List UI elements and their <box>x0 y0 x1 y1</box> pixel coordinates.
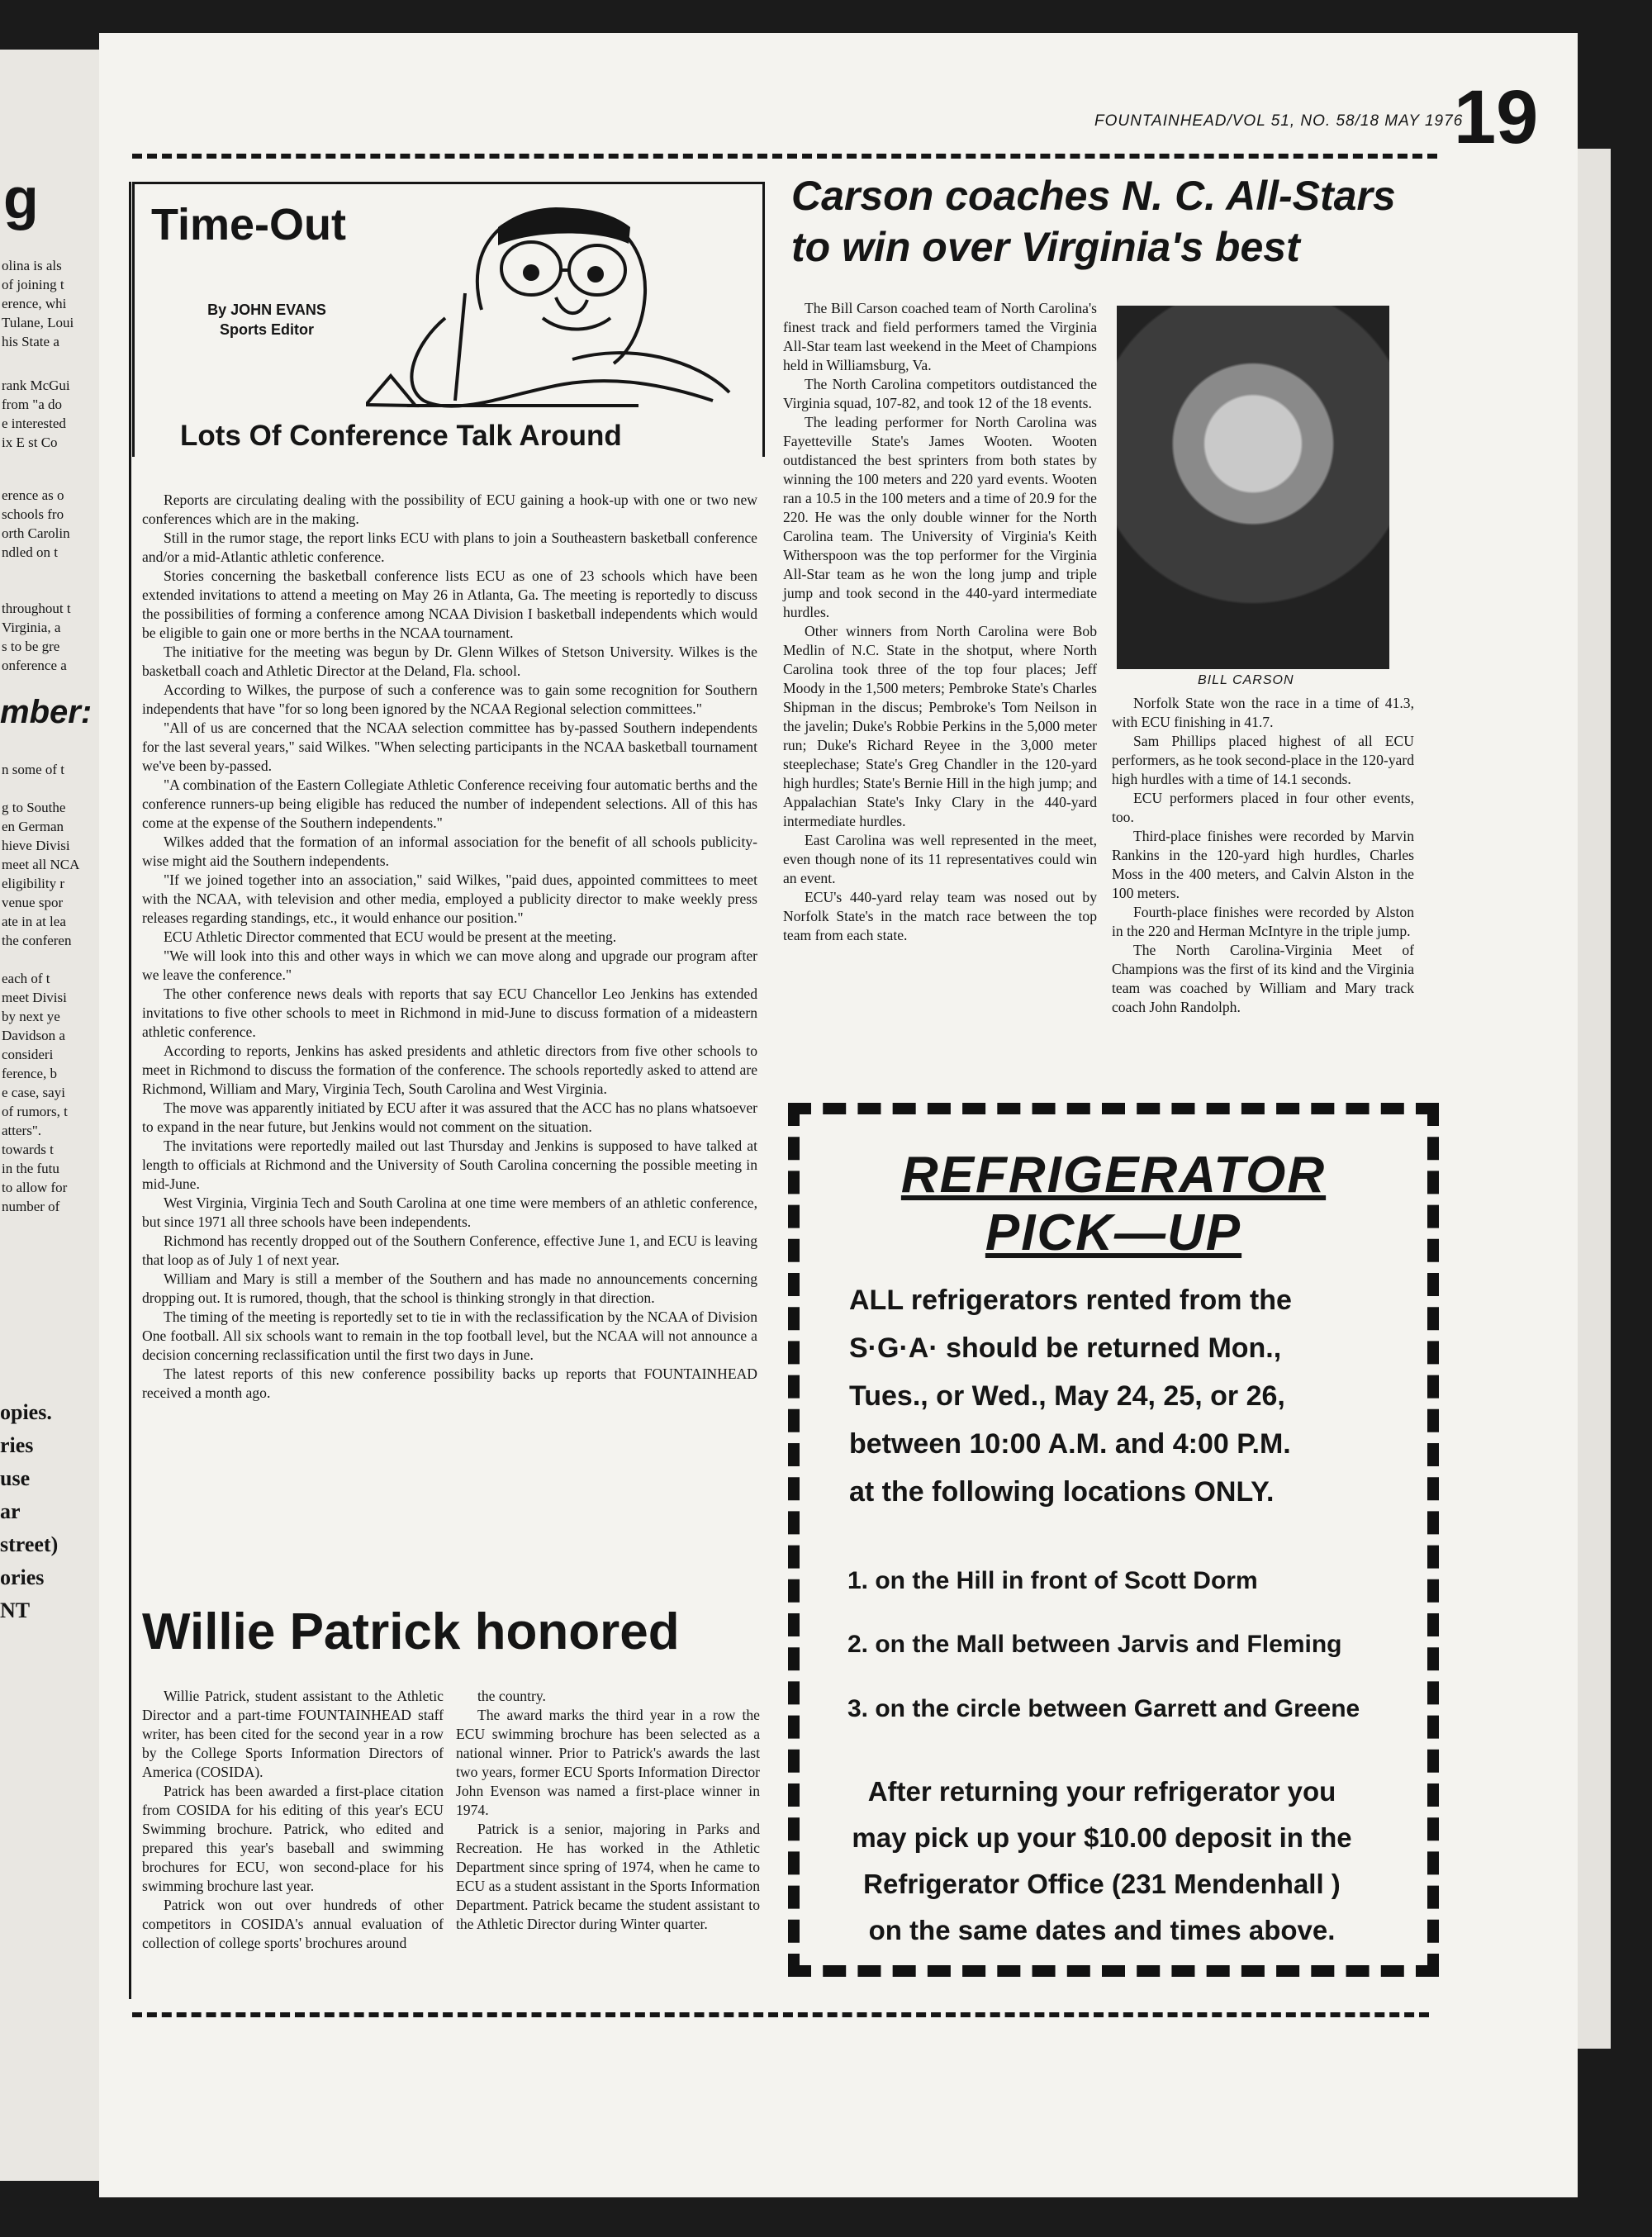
text-line: venue spor <box>2 895 64 910</box>
text-line: throughout t <box>2 601 71 616</box>
text-line: NT <box>0 1598 31 1622</box>
paragraph: ECU performers placed in four other events, too. <box>1112 790 1414 825</box>
text-line: S·G·A· should be returned Mon., <box>849 1332 1282 1364</box>
text-line: ories <box>0 1565 45 1589</box>
text-line: street) <box>0 1532 59 1556</box>
text-line: his State a <box>2 334 59 349</box>
paragraph: Patrick won out over hundreds of other competitors in COSIDA's annual evaluation of collection of college sports' brochures around <box>142 1897 444 1951</box>
photo-caption: BILL CARSON <box>1198 673 1294 687</box>
carson-col2-paragraphs <box>1112 694 1414 1017</box>
bottom-rule <box>132 2012 1429 2017</box>
ad-title-line-2: PICK—UP <box>985 1204 1242 1261</box>
text-line: ference, b <box>2 1066 58 1081</box>
fragment-ad-lines <box>0 1396 58 1627</box>
text-line: ar <box>0 1499 21 1523</box>
editor-caricature-illustration <box>366 194 754 434</box>
text-line: from "a do <box>2 397 63 412</box>
text-line: erence as o <box>2 487 64 503</box>
carson-col-1 <box>783 299 1097 945</box>
carson-headline <box>791 170 1396 273</box>
paragraph: the country. <box>477 1688 546 1704</box>
text-line: ix E st Co <box>2 435 58 450</box>
byline <box>176 300 358 340</box>
paragraph: William and Mary is still a member of the Southern and has made no announcements concerning dropping out. It is rumored, though, that the school is thinking strongly in that direction. <box>142 1270 757 1306</box>
paragraph: The latest reports of this new conference possibility backs up reports that FOUNTAINHEAD received a month ago. <box>142 1365 757 1401</box>
paragraph: Norfolk State won the race in a time of 41.3, with ECU finishing in 41.7. <box>1112 695 1414 730</box>
text-line: rank McGui <box>2 378 70 393</box>
paragraph: ECU's 440-yard relay team was nosed out by Norfolk State's in the match race between the top team from each state. <box>783 889 1097 943</box>
text-line: s to be gre <box>2 639 60 654</box>
text-line: meet Divisi <box>2 990 67 1005</box>
text-line: to allow for <box>2 1180 68 1195</box>
text-line: may pick up your $10.00 deposit in the <box>852 1822 1352 1853</box>
text-line: After returning your refrigerator you <box>867 1776 1336 1807</box>
text-line: at the following locations ONLY. <box>849 1476 1275 1508</box>
carson-col1-paragraphs <box>783 299 1097 945</box>
text-line: on the same dates and times above. <box>868 1915 1336 1945</box>
paragraph: The award marks the third year in a row the ECU swimming brochure has been selected as a national winner. Prior to Patrick's awards the last two years, former ECU Sports Information Director John Evenson was named a first-place winner in 1974. <box>456 1707 760 1818</box>
text-line: ate in at lea <box>2 914 66 929</box>
column-left-rule <box>129 182 131 1999</box>
text-line: number of <box>2 1199 60 1214</box>
patrick-headline: Willie Patrick honored <box>142 1603 680 1660</box>
text-line: use <box>0 1466 31 1490</box>
paragraph: "If we joined together into an association," said Wilkes, "paid dues, appointed committees to meet with the NCAA, with television and other media, employed a publicity director to make weekly press releases regarding standings, etc., it would enhance our position." <box>142 872 757 926</box>
patrick-col1-paragraphs <box>142 1687 444 1953</box>
text-line: g to Southe <box>2 800 66 815</box>
paragraph: According to reports, Jenkins has asked presidents and athletic directors from five other schools to meet in Richmond to discuss the formation of the conference. The schools reportedly asked to attend are Richmond, William and Mary, Virginia Tech, South Carolina and West Virginia. <box>142 1043 757 1097</box>
paragraph: Willie Patrick, student assistant to the Athletic Director and a part-time FOUNTAINHEAD staff writer, has been cited for the second year in a row by the College Sports Information Directors of America (COSIDA). <box>142 1688 444 1780</box>
column-title: Time-Out <box>151 200 347 249</box>
paragraph: The initiative for the meeting was begun by Dr. Glenn Wilkes of Stetson University. Wilkes is the basketball coach and Athletic Director at the Deland, Fla. school. <box>142 644 757 679</box>
previous-page-fragment <box>0 165 124 2230</box>
text-line: Tues., or Wed., May 24, 25, or 26, <box>849 1380 1285 1412</box>
ad-location-1: 1. on the Hill in front of Scott Dorm <box>847 1567 1258 1594</box>
text-line <box>2 779 79 798</box>
paragraph: "All of us are concerned that the NCAA selection committee has by-passed Southern independents for the last several years," said Wilkes. "When selecting participants in the NCAA basketball tournament we've been by-passed. <box>142 720 757 774</box>
patrick-col2-paragraphs <box>456 1687 760 1934</box>
fragment-lines-mid1 <box>2 376 70 452</box>
text-line: n some of t <box>2 762 65 777</box>
paragraph: The timing of the meeting is reportedly set to tie in with the reclassification by the NCAA of Division One football. All six schools want to remain in the top football level, but the NCAA will not announce a decision concerning reclassification until the first two days in June. <box>142 1308 757 1363</box>
paragraph: West Virginia, Virginia Tech and South Carolina at one time were members of an athletic conference, but since 1971 all three schools have been independents. <box>142 1194 757 1230</box>
ad-location-3: 3. on the circle between Garrett and Greene <box>847 1695 1360 1722</box>
text-line: opies. <box>0 1400 52 1424</box>
text-line <box>2 950 79 969</box>
fragment-lines-top <box>2 256 74 351</box>
carson-headline-line-2: to win over Virginia's best <box>791 224 1300 270</box>
text-line: towards t <box>2 1142 54 1157</box>
text-line: of joining t <box>2 277 64 292</box>
column-headline: Lots Of Conference Talk Around <box>180 420 622 452</box>
paragraph: Other winners from North Carolina were Bob Medlin of N.C. State in the shotput, where North Carolina took three of the top four places; Jeff Moody in the 1,500 meters; Pembroke State's Charles Shipman in the discus; Pembroke's Tom Neilson in the javelin; Duke's Robbie Perkins in the 5,000 meter run; Duke's Richard Reyee in the 3,000 meter steeplechase; State's Greg Chandler in the 120-yard high hurdles; State's Bernie Hill in the high jump; and Appalachian State's Inky Clary in the 440-yard intermediate hurdles. <box>783 623 1097 829</box>
text-line: by next ye <box>2 1009 60 1024</box>
paragraph: Fourth-place finishes were recorded by Alston in the 220 and Herman McIntyre in the triple jump. <box>1112 904 1414 939</box>
text-line: en German <box>2 819 64 834</box>
column-paragraphs <box>142 491 757 1403</box>
timeout-header-box <box>132 182 765 457</box>
paragraph: The move was apparently initiated by ECU after it was assured that the ACC has no plans whatsoever to expand in the near future, but Jenkins would not comment on the situation. <box>142 1100 757 1135</box>
paragraph: Sam Phillips placed highest of all ECU performers, as he took second-place in the 120-yard high hurdles with a time of 14.1 seconds. <box>1112 733 1414 787</box>
text-line: Tulane, Loui <box>2 315 74 330</box>
text-line: between 10:00 A.M. and 4:00 P.M. <box>849 1428 1291 1460</box>
text-line: Virginia, a <box>2 620 61 635</box>
text-line: the conferen <box>2 933 72 948</box>
ad-footer <box>800 1769 1404 1954</box>
text-line: Davidson a <box>2 1028 65 1043</box>
carson-col-2 <box>1112 694 1414 1017</box>
fragment-lines-mid3 <box>2 599 71 675</box>
patrick-col-1 <box>142 1687 444 1953</box>
ad-title-line-1: REFRIGERATOR <box>900 1147 1327 1204</box>
top-rule <box>132 154 1437 159</box>
paragraph: "A combination of the Eastern Collegiate Athletic Conference receiving four automatic berths and the conference runners-up being eligible has reduced the number of independent selections. All of this has come at the expense of the Southern independents." <box>142 777 757 831</box>
ad-location-2: 2. on the Mall between Jarvis and Fleming <box>847 1631 1342 1658</box>
text-line: e case, sayi <box>2 1085 65 1100</box>
byline-name: By JOHN EVANS <box>207 302 326 318</box>
text-line: in the futu <box>2 1161 59 1176</box>
text-line: ndled on t <box>2 544 58 560</box>
paragraph: Stories concerning the basketball conference lists ECU as one of 23 schools which have been extended invitations to attend a meeting on May 26 in Atlanta, Ga. The meeting is reportedly to discuss the possibilities of forming a conference among NCAA Division I basketball independents which would be eligible to gain one or more berths in the NCAA tournament. <box>142 568 757 641</box>
ad-body <box>849 1276 1394 1516</box>
newspaper-page <box>0 33 1578 2197</box>
paragraph: East Carolina was well represented in the meet, even though none of its 11 representatives could win an event. <box>783 832 1097 886</box>
text-line: eligibility r <box>2 876 65 891</box>
text-line: Refrigerator Office (231 Mendenhall ) <box>863 1869 1341 1899</box>
text-line: meet all NCA <box>2 857 80 872</box>
paragraph: The North Carolina-Virginia Meet of Champions was the first of its kind and the Virginia team was coached by William and Mary track coach John Randolph. <box>1112 942 1414 1015</box>
text-line: onference a <box>2 658 67 673</box>
text-line: orth Carolin <box>2 525 70 541</box>
paragraph: According to Wilkes, the purpose of such a conference was to gain some recognition for Southern independents that have "for so long been ignored by the NCAA Regional selection committees." <box>142 682 757 717</box>
fragment-lines-mid2 <box>2 486 70 562</box>
text-line: of rumors, t <box>2 1104 68 1119</box>
refrigerator-pickup-ad <box>788 1103 1439 1977</box>
paragraph: "We will look into this and other ways in which we can move along and upgrade our program after we leave the conference." <box>142 948 757 983</box>
paragraph: ECU Athletic Director commented that ECU would be present at the meeting. <box>164 929 617 945</box>
paragraph: The Bill Carson coached team of North Carolina's finest track and field performers tamed the Virginia All-Star team last weekend in the Meet of Champions held in Williamsburg, Va. <box>783 300 1097 373</box>
paragraph: The North Carolina competitors outdistanced the Virginia squad, 107-82, and took 12 of the 18 events. <box>783 376 1097 411</box>
text-line: atters". <box>2 1123 42 1138</box>
folio-line: FOUNTAINHEAD/VOL 51, NO. 58/18 MAY 1976 <box>1094 112 1464 130</box>
paragraph: Reports are circulating dealing with the possibility of ECU gaining a hook-up with one or two new conferences which are in the making. <box>142 492 757 527</box>
text-line: consideri <box>2 1047 54 1062</box>
paragraph: Third-place finishes were recorded by Marvin Rankins in the 120-yard high hurdles, Charles Moss in the 400 meters, and Calvin Alston in the 100 meters. <box>1112 828 1414 901</box>
paragraph: Patrick has been awarded a first-place citation from COSIDA for his editing of this year's ECU Swimming brochure. Patrick, who edited and prepared this year's baseball and swimming brochures for ECU, won second-place for his swimming brochure last year. <box>142 1783 444 1894</box>
text-line: e interested <box>2 416 66 431</box>
page-number: 19 <box>1454 75 1539 159</box>
bill-carson-photo <box>1117 306 1389 669</box>
carson-headline-line-1: Carson coaches N. C. All-Stars <box>791 173 1396 219</box>
text-line: schools fro <box>2 506 64 522</box>
paragraph: The other conference news deals with reports that say ECU Chancellor Leo Jenkins has extended invitations to five other schools to meet in Richmond in mid-June to discuss formation of a mideastern athletic conference. <box>142 986 757 1040</box>
text-line: olina is als <box>2 258 62 273</box>
patrick-col-2 <box>456 1687 760 1934</box>
text-line: ries <box>0 1433 34 1457</box>
byline-role: Sports Editor <box>219 321 314 338</box>
paragraph: The invitations were reportedly mailed out last Thursday and Jenkins is supposed to have talked at length to officials at Richmond and the University of South Carolina concerning the possible meeting in mid-June. <box>142 1137 757 1192</box>
fragment-big-letter: g <box>3 166 39 230</box>
text-line: each of t <box>2 971 50 986</box>
text-line: erence, whi <box>2 296 67 311</box>
fragment-lines-bottom <box>2 760 79 1216</box>
text-line: hieve Divisi <box>2 838 70 853</box>
paragraph: Wilkes added that the formation of an informal association for the benefit of all schools publicity-wise might aid the Southern independents. <box>142 834 757 869</box>
text-line: ALL refrigerators rented from the <box>849 1285 1292 1316</box>
paragraph: Still in the rumor stage, the report links ECU with plans to join a Southeastern basketball conference and/or a mid-Atlantic athletic conference. <box>142 530 757 565</box>
paragraph: Patrick is a senior, majoring in Parks and Recreation. He has worked in the Athletic Department since spring of 1974, when he came to ECU as a student assistant in the Sports Information Department. Patrick became the student assistant to the Athletic Director during Winter quarter. <box>456 1821 760 1932</box>
fragment-big-letter-2: mber: <box>0 694 93 730</box>
paragraph: The leading performer for North Carolina was Fayetteville State's James Wooten. Wooten outdistanced the best sprinters from both states by winning the 100 meters and 220 yard events. Wooten ran a 10.5 in the 100 meters and a time of 20.9 for the 220. He was the only double winner for the North Carolina team. The University of Virginia's Keith Witherspoon was the top performer for the Virginia All-Star team as he won the long jump and triple jump and took second in the 440-yard intermediate hurdles. <box>783 414 1097 620</box>
column-body <box>142 491 757 1403</box>
paragraph: Richmond has recently dropped out of the Southern Conference, effective June 1, and ECU is leaving that loop as of July 1 of next year. <box>142 1232 757 1268</box>
